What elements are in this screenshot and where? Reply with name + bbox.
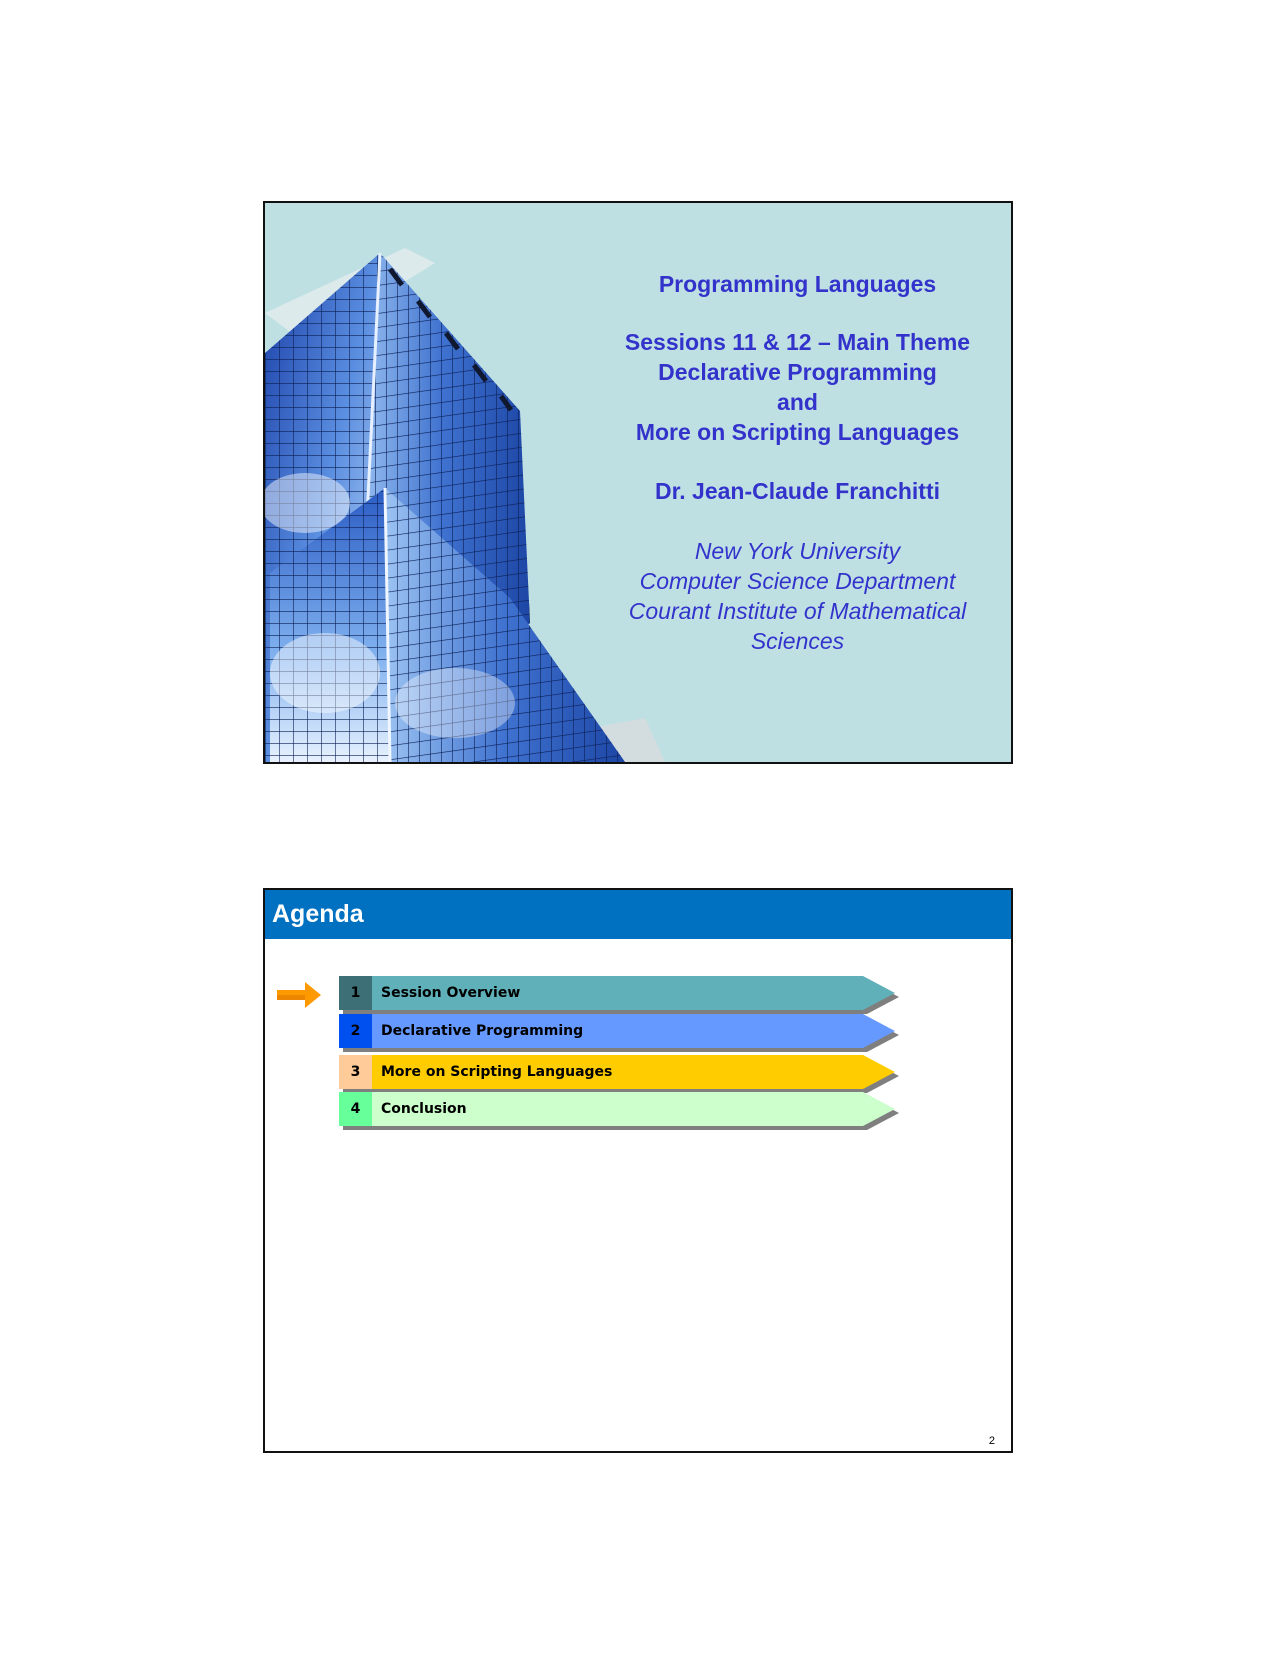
agenda-item-label: Session Overview	[381, 985, 521, 1001]
institution-line-1: New York University	[694, 538, 901, 564]
institution-line-2: Computer Science Department	[639, 568, 956, 594]
theme-line-2: and	[777, 389, 818, 415]
page-number: 2	[988, 1435, 995, 1447]
instructor-name: Dr. Jean-Claude Franchitti	[654, 478, 940, 504]
slide-title: Agenda	[272, 900, 364, 928]
title-bar	[265, 890, 1011, 939]
agenda-item-session-overview[interactable]	[339, 976, 895, 1010]
current-item-arrow-icon	[277, 982, 321, 1008]
session-line: Sessions 11 & 12 – Main Theme	[624, 329, 971, 355]
theme-line-1: Declarative Programming	[658, 359, 937, 385]
agenda-item-label: Declarative Programming	[381, 1023, 584, 1039]
agenda-item-conclusion[interactable]	[339, 1092, 895, 1126]
title-slide	[263, 201, 1013, 764]
agenda-item-declarative-programming[interactable]	[339, 1014, 895, 1048]
agenda-item-number: 2	[350, 1023, 361, 1039]
theme-line-3: More on Scripting Languages	[635, 419, 960, 445]
agenda-item-label: Conclusion	[381, 1101, 467, 1117]
agenda-item-number: 4	[350, 1101, 361, 1117]
agenda-item-number: 3	[350, 1064, 361, 1080]
agenda-item-number: 1	[350, 985, 361, 1001]
institution-line-3: Courant Institute of Mathematical Sciences	[628, 598, 967, 654]
agenda-item-label: More on Scripting Languages	[381, 1064, 613, 1080]
agenda-slide	[263, 888, 1013, 1453]
agenda-item-scripting-languages[interactable]	[339, 1055, 895, 1089]
course-title: Programming Languages	[658, 271, 937, 297]
